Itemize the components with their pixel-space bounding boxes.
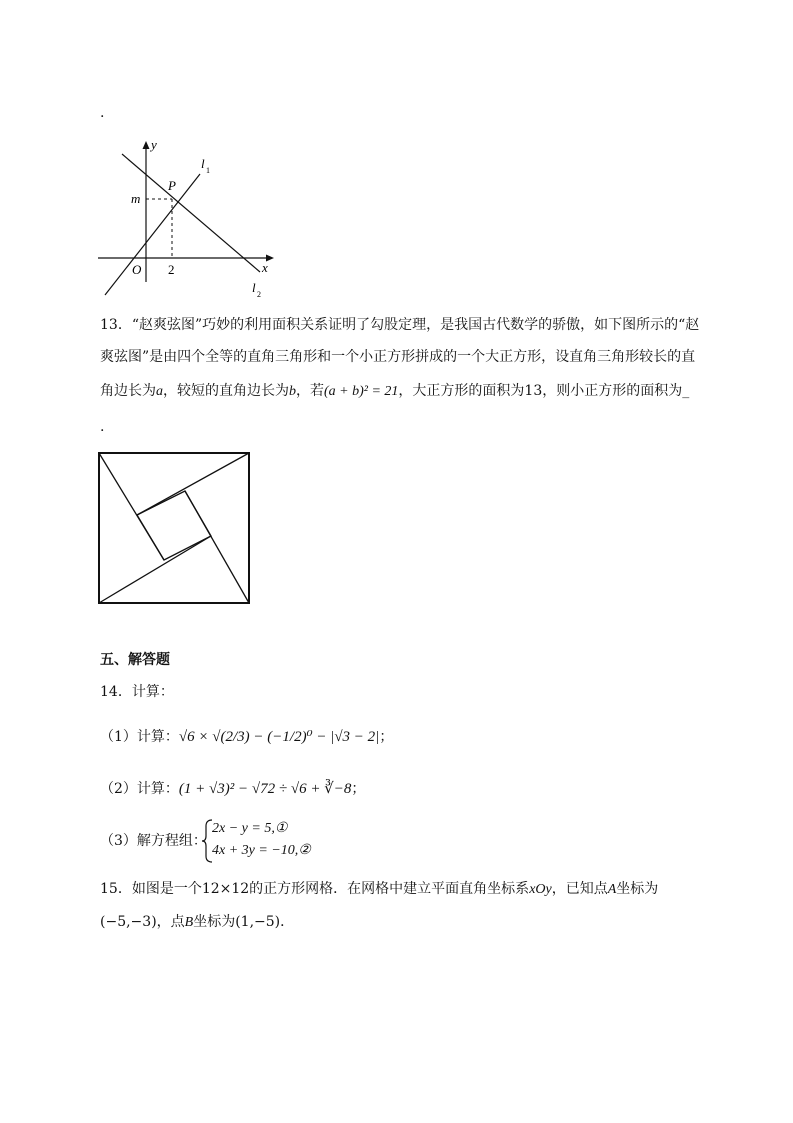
l2-label: l (252, 280, 256, 295)
origin-label: O (132, 262, 142, 277)
q14-part1 (100, 728, 393, 746)
outer-square (99, 453, 249, 603)
q14-part2-label: （2）计算： (100, 781, 179, 797)
var-b: b (289, 384, 296, 399)
q14-part1-label: （1）计算： (100, 729, 179, 745)
q14-part2 (100, 780, 365, 798)
linear-functions-graph (90, 132, 290, 302)
q13-text-c: ，若 (296, 383, 324, 399)
point-a: A (607, 882, 617, 897)
q13-formula: (a + b)² = 21 (324, 384, 399, 399)
q13-trailing-dot: . (100, 419, 105, 435)
inner-square (137, 491, 211, 560)
l1-label: l (201, 156, 205, 171)
l2-subscript: 2 (257, 290, 261, 299)
leading-dot: . (100, 105, 105, 121)
point-b-coordinates: (1,−5) (235, 914, 281, 930)
q15-text-a: 15．如图是一个12×12的正方形网格．在网格中建立平面直角坐标系 (100, 881, 530, 897)
q14-part1-end: ； (379, 729, 394, 745)
point-b: B (184, 915, 194, 930)
y-axis-arrow (143, 141, 150, 149)
q14-part3-label: （3）解方程组： (100, 833, 207, 849)
equation-2: 4x + 3y = −10,② (212, 843, 311, 858)
line-l1 (105, 174, 200, 295)
q13-text-a: 角边长为 (100, 383, 156, 399)
q14-part2-expression: (1 + √3)² − √72 ÷ √6 + ∛−8 (178, 781, 352, 797)
coordinate-system-name: xOy (529, 882, 552, 897)
q15-text-d: ，点 (156, 914, 185, 930)
point-p-label: P (168, 178, 176, 193)
q15-text-c: 坐标为 (616, 881, 659, 897)
var-a: a (156, 384, 163, 399)
point-a-coordinates: (−5,−3) (100, 914, 157, 930)
line-l2 (122, 154, 260, 272)
q14-part1-expression: √6 × √(2/3) − (−1/2)⁰ − |√3 − 2| (178, 729, 380, 745)
q15-line2 (100, 913, 294, 932)
q15-text-b: ，已知点 (551, 881, 608, 897)
m-label: m (131, 191, 141, 206)
q13-text-d: ，大正方形的面积为13，则小正方形的面积为 (398, 383, 683, 399)
y-axis-label: y (151, 137, 157, 152)
q13-line2: 爽弦图”是由四个全等的直角三角形和一个小正方形拼成的一个大正方形，设直角三角形较长的直 (100, 349, 696, 365)
section-title: 五、解答题 (100, 652, 170, 668)
equation-1: 2x − y = 5,① (212, 821, 288, 836)
q15-text-e: 坐标为 (193, 914, 236, 930)
q13-text-b: ，较短的直角边长为 (163, 383, 289, 399)
x-axis-label: x (262, 260, 268, 275)
q13-line1: 13．“赵爽弦图”巧妙的利用面积关系证明了勾股定理，是我国古代数学的骄傲，如下图所示的“赵 (100, 317, 700, 333)
answer-blank: _ (682, 383, 690, 399)
zhao-shuang-diagram (97, 451, 253, 605)
l1-subscript: 1 (206, 166, 210, 175)
tick-label-2: 2 (168, 262, 175, 277)
q15-line1 (100, 880, 658, 899)
q15-text-f: ． (280, 914, 295, 930)
q14-part2-end: ； (351, 781, 366, 797)
q14-stem: 14．计算： (100, 684, 174, 700)
q13-line3 (100, 382, 689, 401)
